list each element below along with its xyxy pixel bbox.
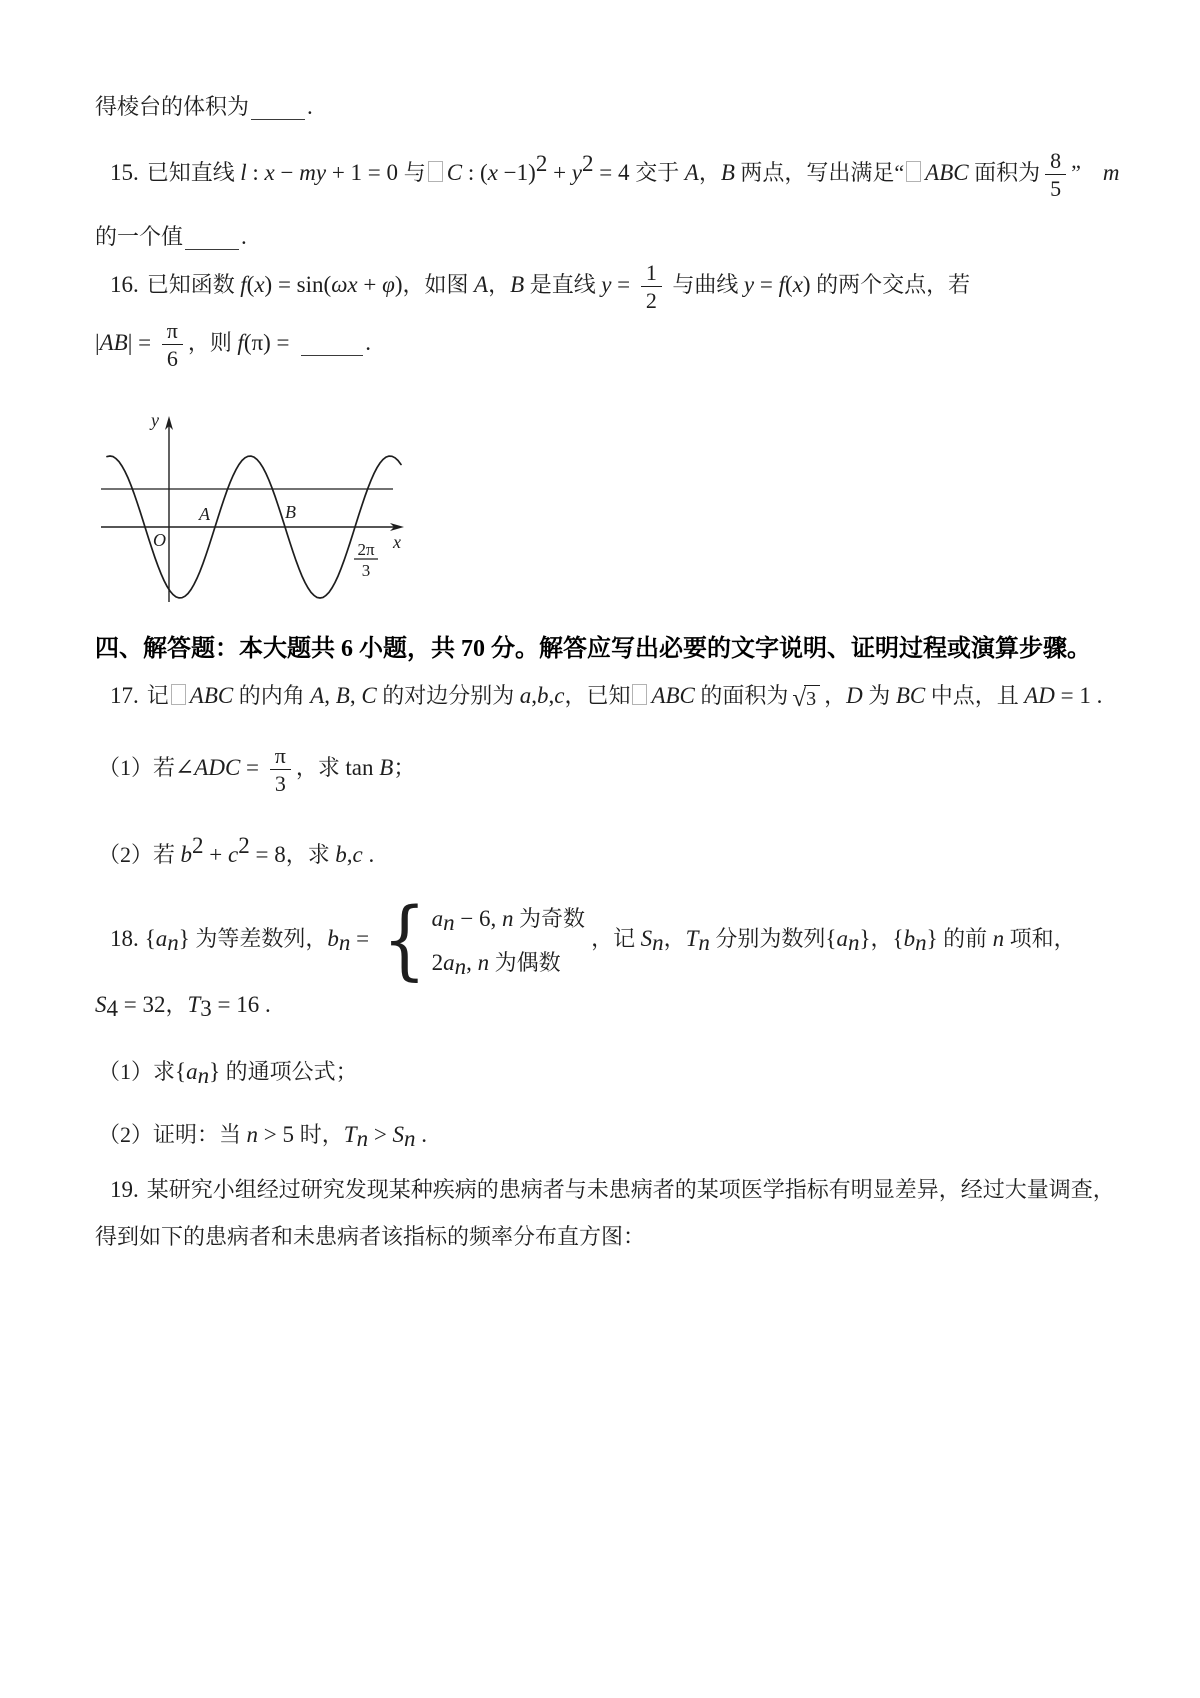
math-fragment: AB <box>99 329 128 355</box>
math-fragment: −1) <box>497 159 536 185</box>
math-fragment: , <box>531 683 537 708</box>
math-fragment: x <box>264 159 275 185</box>
sine-graph <box>95 390 425 605</box>
math-fragment: + 1 = 0 <box>326 159 404 185</box>
math-fragment: = <box>754 271 779 297</box>
math-fragment: 18. <box>110 925 139 951</box>
math-fragment: A <box>310 683 325 708</box>
math-fragment: ) <box>802 271 811 297</box>
math-fragment: { <box>175 1059 187 1084</box>
fraction <box>1045 148 1066 202</box>
math-fragment: > <box>368 1122 393 1147</box>
math-fragment: y <box>571 159 583 185</box>
fraction-numerator: π <box>270 743 291 770</box>
cases-rows <box>432 904 586 978</box>
text-fragment: ； <box>393 754 416 780</box>
math-fragment: B <box>510 271 525 297</box>
text-fragment: 为偶数 <box>489 949 561 975</box>
math-fragment: − 6, <box>454 905 503 931</box>
math-fragment: my <box>299 159 327 185</box>
x-axis-label: x <box>393 532 401 552</box>
q16-line-1 <box>110 260 970 314</box>
fraction-denominator: 3 <box>274 771 286 797</box>
text-fragment: 的内角 <box>233 683 311 708</box>
math-fragment: ( <box>246 271 255 297</box>
answer-blank <box>185 237 239 250</box>
math-fragment: { <box>144 925 156 951</box>
tick-denominator: 3 <box>361 561 371 580</box>
text-fragment: 的通项公式； <box>220 1059 358 1084</box>
math-fragment: tan <box>345 754 380 780</box>
q17-intro-line <box>110 681 1102 713</box>
math-fragment: 15. <box>110 159 139 185</box>
math-fragment: y <box>601 271 612 297</box>
math-fragment: , <box>548 683 555 708</box>
math-fragment: } <box>859 925 871 951</box>
text-fragment: 的两个交点，若 <box>810 271 971 297</box>
math-sub: n <box>454 953 467 979</box>
math-fragment: } <box>178 925 190 951</box>
spacer <box>139 291 147 292</box>
cases-brace-icon: { <box>382 890 427 990</box>
math-fragment: , <box>466 949 478 975</box>
math-fragment: f <box>237 329 244 355</box>
spacer <box>139 1196 147 1197</box>
math-fragment: = 16 <box>211 992 260 1017</box>
text-fragment: 与曲线 <box>666 271 744 297</box>
math-fragment: T <box>187 992 201 1017</box>
text-fragment: 已知直线 <box>146 159 241 185</box>
math-fragment: n <box>246 1122 259 1147</box>
text-fragment: （1）若 <box>98 754 176 780</box>
text-fragment: 的对边分别为 <box>376 683 520 708</box>
math-fragment: c <box>352 842 363 867</box>
missing-glyph-box <box>171 684 186 705</box>
text-fragment: 时， <box>299 1122 344 1147</box>
math-sub: n <box>197 1063 210 1088</box>
math-fragment: B <box>379 754 394 780</box>
text-fragment: 得到如下的患病者和未患病者该指标的频率分布直方图： <box>95 1224 646 1249</box>
math-fragment: = 32 <box>118 992 166 1017</box>
math-fragment: = 4 <box>593 159 636 185</box>
math-sub: n <box>443 909 455 935</box>
math-fragment: C <box>446 159 463 185</box>
text-fragment: 的一个值 <box>95 224 184 249</box>
math-sub: n <box>167 929 179 955</box>
math-fragment: T <box>685 925 699 951</box>
math-fragment: ABC <box>651 683 695 708</box>
text-fragment: ， <box>698 159 721 185</box>
math-fragment: = <box>240 754 265 780</box>
math-fragment: − <box>274 159 300 185</box>
point-b-label: B <box>285 502 296 522</box>
math-fragment: c <box>228 842 239 867</box>
math-fragment: B <box>720 159 735 185</box>
text-fragment: ，求 <box>295 754 346 780</box>
text-fragment: 某研究小组经过研究发现某种疾病的患病者与未患病者的某项医学指标有明显差异，经过大量调查， <box>146 1177 1115 1202</box>
math-fragment: ) <box>394 271 403 297</box>
math-fragment: b <box>327 925 339 951</box>
math-fragment: D <box>846 683 863 708</box>
math-fragment: B <box>335 683 350 708</box>
math-sub: n <box>356 1126 369 1151</box>
text-fragment: 是直线 <box>524 271 602 297</box>
q18-line-2 <box>95 990 271 1020</box>
math-fragment: S <box>640 925 653 951</box>
missing-glyph-box <box>632 684 647 705</box>
spacer <box>1081 179 1103 180</box>
math-fragment: + <box>357 271 383 297</box>
text-fragment: 为等差数列， <box>189 925 328 951</box>
q15-line-2 <box>95 222 247 252</box>
fraction <box>641 260 662 314</box>
math-fragment: + <box>547 159 572 185</box>
math-fragment: = <box>611 271 636 297</box>
text-fragment: （2）若 <box>98 842 181 867</box>
spacer <box>139 702 147 703</box>
text-fragment: ， <box>824 683 847 708</box>
math-fragment: b <box>536 683 549 708</box>
math-fragment: + <box>203 842 228 867</box>
spacer <box>139 179 147 180</box>
fraction-numerator: 8 <box>1045 148 1066 175</box>
math-fragment: T <box>343 1122 357 1147</box>
text-fragment: ， <box>165 992 188 1017</box>
math-sub: 3 <box>200 996 212 1021</box>
math-fragment: l <box>240 159 247 185</box>
text-fragment: ， <box>870 925 893 951</box>
q18-line-1 <box>110 890 1076 990</box>
spacer <box>295 349 299 350</box>
cases-row <box>432 948 586 978</box>
radicand: 3 <box>804 685 820 712</box>
math-fragment: a <box>519 683 532 708</box>
text-fragment: （1）求 <box>98 1059 176 1084</box>
math-sub: n <box>652 929 664 955</box>
math-fragment: = 8 <box>249 842 286 867</box>
math-fragment: a <box>443 949 455 975</box>
math-fragment: 2 <box>431 949 444 975</box>
math-sub: n <box>915 929 927 955</box>
math-fragment: x <box>254 271 265 297</box>
fraction-denominator: 2 <box>645 288 657 314</box>
math-fragment: ) = sin( <box>264 271 332 297</box>
q18-part-2 <box>98 1120 427 1150</box>
text-fragment: 中点，且 <box>925 683 1025 708</box>
fraction-denominator: 6 <box>166 346 178 372</box>
fraction-numerator: 1 <box>641 260 662 287</box>
math-fragment: { <box>892 925 904 951</box>
math-fragment: 16. <box>110 271 139 297</box>
text-fragment: 项和， <box>1004 925 1076 951</box>
text-fragment: ，则 <box>187 329 238 355</box>
text-fragment: ” <box>1071 159 1081 185</box>
math-fragment: } <box>209 1059 221 1084</box>
math-sup: 2 <box>192 833 204 858</box>
text-fragment: 两点，写出满足“ <box>734 159 905 185</box>
math-fragment: A <box>684 159 699 185</box>
math-fragment: : <box>246 159 265 185</box>
text-fragment: 分别为数列 <box>709 925 826 951</box>
text-fragment: 交于 <box>635 159 685 185</box>
answer-blank <box>251 107 305 120</box>
math-fragment: x <box>792 271 803 297</box>
q15-line-1 <box>110 148 1120 202</box>
fraction <box>162 318 183 372</box>
math-fragment: = 1 . <box>1054 683 1103 708</box>
point-a-label: A <box>199 504 210 524</box>
math-fragment: S <box>95 992 107 1017</box>
math-fragment: n <box>502 905 514 931</box>
radical-sign-icon: √ <box>792 685 807 712</box>
text-fragment: ，求 <box>285 842 336 867</box>
fraction-numerator: π <box>162 318 183 345</box>
math-fragment: y <box>743 271 755 297</box>
text-fragment: 与 <box>403 159 426 185</box>
q17-part-2 <box>98 833 375 870</box>
q16-line-2 <box>95 318 371 372</box>
math-fragment: , <box>346 842 353 867</box>
math-fragment: = <box>350 925 375 951</box>
math-fragment: ωx <box>331 271 358 297</box>
math-fragment: } <box>926 925 938 951</box>
math-sup: 2 <box>238 833 250 858</box>
math-fragment: ADC <box>194 754 241 780</box>
missing-glyph-box <box>428 161 443 182</box>
text-fragment: 的面积为 <box>694 683 789 708</box>
math-fragment: ABC <box>925 159 969 185</box>
missing-glyph-box <box>906 161 921 182</box>
math-fragment: f <box>240 271 247 297</box>
math-fragment: . <box>259 992 271 1017</box>
math-sub: n <box>338 929 351 955</box>
math-fragment: , <box>324 683 336 708</box>
math-fragment: b <box>335 842 347 867</box>
piecewise-cases <box>377 890 586 990</box>
math-fragment: f <box>778 271 786 297</box>
math-fragment: (π) = <box>243 329 296 355</box>
math-fragment: { <box>825 925 837 951</box>
math-fragment: ABC <box>189 683 234 708</box>
math-fragment: a <box>186 1059 198 1084</box>
math-fragment: AD <box>1024 683 1055 708</box>
math-fragment: 19. <box>110 1177 139 1202</box>
math-fragment: b <box>903 925 916 951</box>
math-fragment: C <box>361 683 377 708</box>
math-fragment: . <box>307 94 313 119</box>
math-fragment: . <box>241 224 247 249</box>
text-fragment: 已知函数 <box>146 271 241 297</box>
text-fragment: ，已知 <box>564 683 631 708</box>
math-fragment: b <box>180 842 193 867</box>
math-fragment: S <box>392 1122 405 1147</box>
fraction <box>270 743 291 797</box>
math-sub: 4 <box>106 996 118 1021</box>
math-fragment: , <box>349 683 362 708</box>
q19-line-2 <box>95 1222 645 1252</box>
math-fragment: BC <box>895 683 926 708</box>
math-fragment: : ( <box>462 159 488 185</box>
math-fragment: n <box>992 925 1005 951</box>
math-fragment: A <box>474 271 489 297</box>
math-fragment: . <box>365 329 371 355</box>
math-fragment: ( <box>785 271 793 297</box>
text-fragment: ， <box>663 925 686 951</box>
text-fragment: 得棱台的体积为 <box>95 94 250 119</box>
math-fragment: φ <box>382 271 395 297</box>
math-sup: 2 <box>535 150 548 176</box>
y-axis-label: y <box>151 410 159 430</box>
math-fragment: a <box>155 925 168 951</box>
math-fragment: x <box>487 159 498 185</box>
math-fragment: | = <box>127 329 157 355</box>
radical <box>792 685 820 713</box>
math-fragment: ∠ <box>175 754 195 780</box>
math-sub: n <box>404 1126 416 1151</box>
text-fragment: 记 <box>146 683 169 708</box>
text-fragment: ，记 <box>591 925 641 951</box>
q18-part-1 <box>98 1057 358 1087</box>
math-fragment: n <box>477 949 490 975</box>
text-fragment: 面积为 <box>968 159 1041 185</box>
math-fragment: a <box>836 925 848 951</box>
math-fragment: a <box>431 905 444 931</box>
math-sub: n <box>698 929 710 955</box>
math-fragment: . <box>362 842 375 867</box>
math-fragment: | <box>95 329 100 355</box>
math-fragment: c <box>554 683 565 708</box>
text-fragment: 的前 <box>937 925 993 951</box>
q16-figure <box>95 390 425 605</box>
math-fragment: 17. <box>110 683 139 708</box>
math-fragment: m <box>1102 159 1120 185</box>
q19-line-1 <box>110 1175 1115 1205</box>
math-sub: n <box>847 929 860 955</box>
math-fragment: > 5 <box>258 1122 300 1147</box>
text-fragment: ，如图 <box>402 271 475 297</box>
section-4-heading: 四、解答题：本大题共 6 小题，共 70 分。解答应写出必要的文字说明、证明过程或演算步骤。 <box>95 636 1091 662</box>
text-fragment: 为奇数 <box>513 905 586 931</box>
fraction-denominator: 5 <box>1050 176 1062 202</box>
q17-part-1 <box>98 743 415 797</box>
origin-label: O <box>153 530 166 550</box>
answer-blank <box>301 343 363 356</box>
math-sup: 2 <box>582 150 594 176</box>
q14-continuation-line <box>95 92 313 122</box>
text-fragment: ， <box>488 271 511 297</box>
text-fragment: （2）证明：当 <box>98 1122 247 1147</box>
math-fragment: . <box>415 1122 428 1147</box>
text-fragment: 为 <box>862 683 896 708</box>
cases-row <box>432 904 586 934</box>
tick-numerator: 2π <box>357 540 375 559</box>
